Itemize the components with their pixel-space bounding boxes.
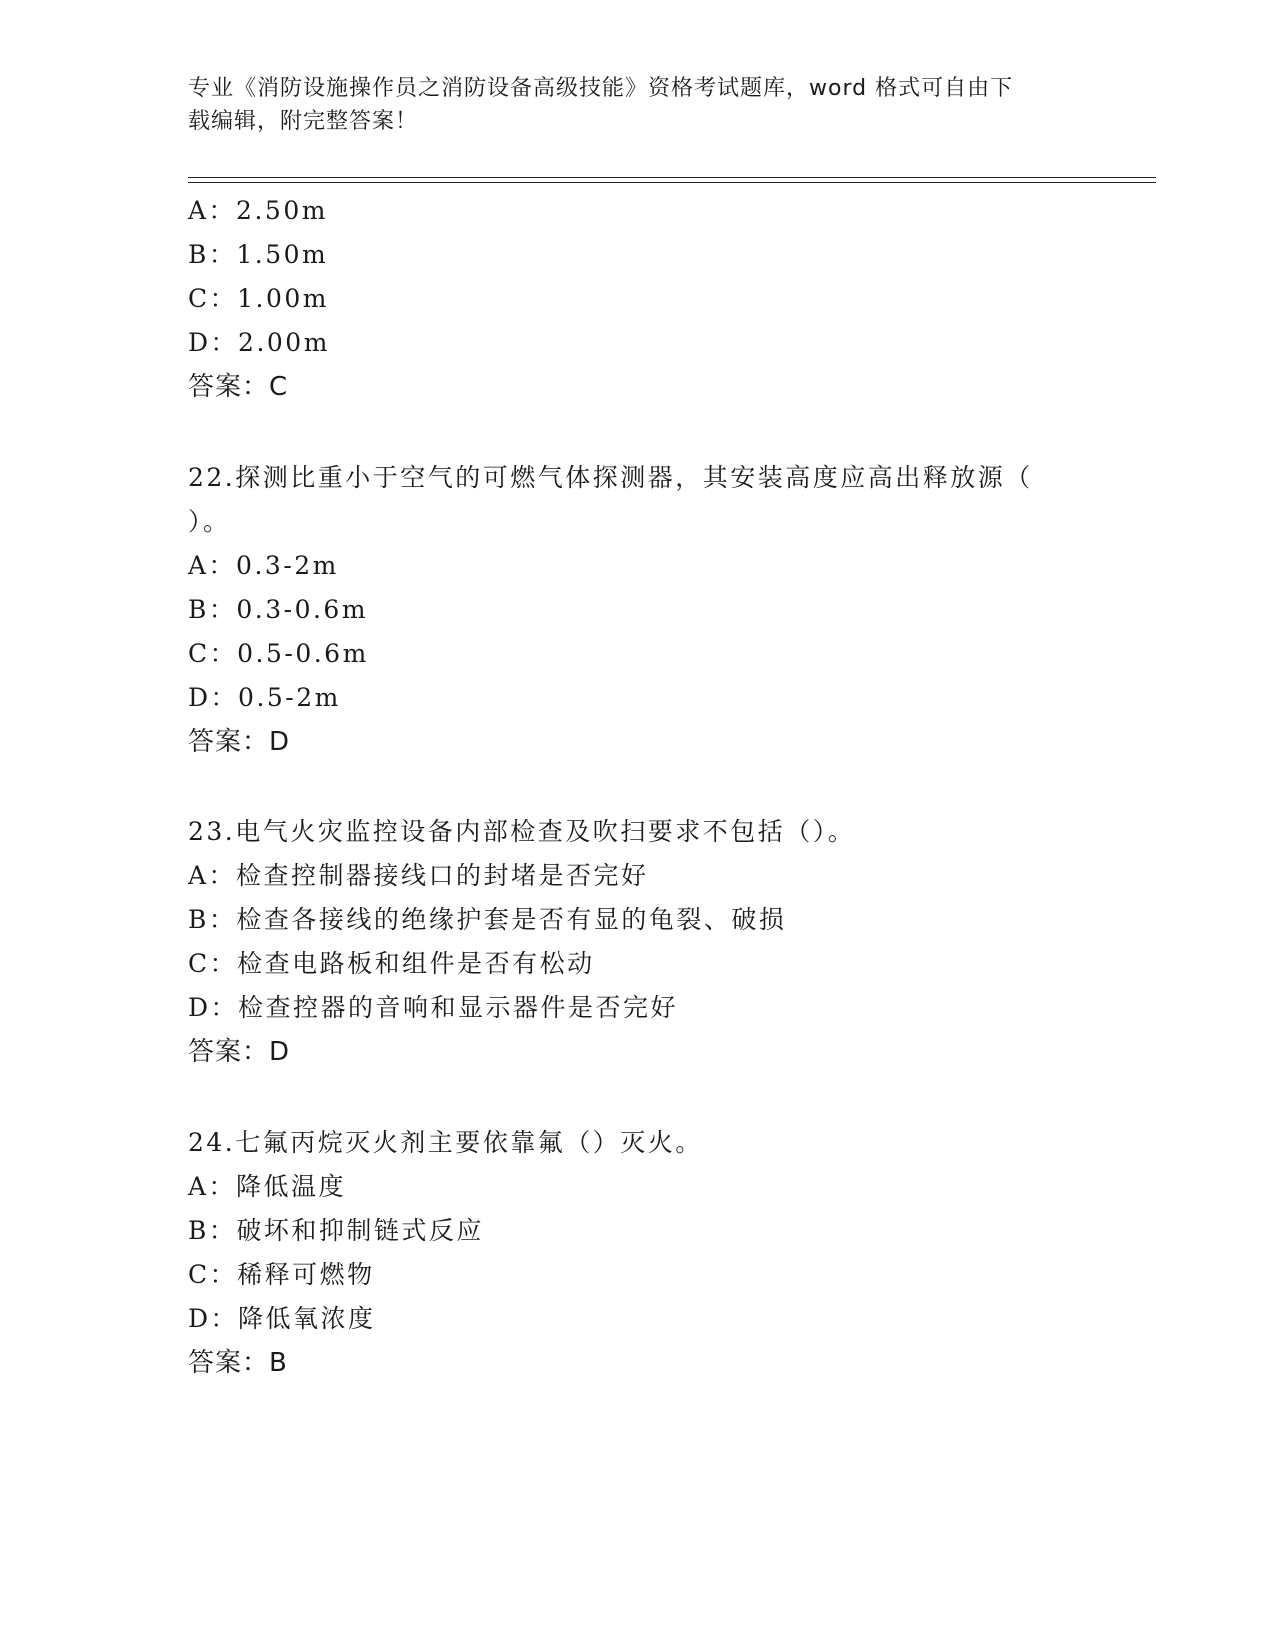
q24-option-b: B：破坏和抑制链式反应 — [188, 1216, 484, 1245]
header-divider-top — [188, 177, 1156, 178]
q22-stem-line-2: ）。 — [188, 507, 231, 536]
q23-answer: 答案：D — [188, 1037, 291, 1067]
q22-answer: 答案：D — [188, 727, 291, 757]
prev-option-c: C：1.00m — [188, 284, 329, 313]
q24-option-d: D：降低氧浓度 — [188, 1304, 376, 1333]
q22-stem-line-1: 22.探测比重小于空气的可燃气体探测器，其安装高度应高出释放源（ — [188, 463, 1033, 492]
q23-option-d: D：检查控器的音响和显示器件是否完好 — [188, 993, 679, 1022]
prev-answer: 答案：C — [188, 372, 289, 402]
q24-answer: 答案：B — [188, 1348, 288, 1378]
document-header — [188, 72, 1088, 138]
q23-option-c: C：检查电路板和组件是否有松动 — [188, 949, 595, 978]
prev-option-a: A：2.50m — [188, 196, 328, 225]
q22-option-d: D：0.5-2m — [188, 683, 341, 712]
q23-option-b: B：检查各接线的绝缘护套是否有显的龟裂、破损 — [188, 905, 787, 934]
q23-option-a: A：检查控制器接线口的封堵是否完好 — [188, 861, 649, 890]
q24-option-a: A：降低温度 — [188, 1172, 347, 1201]
prev-option-d: D：2.00m — [188, 328, 330, 357]
q22-option-a: A：0.3-2m — [188, 551, 339, 580]
q23-stem-line-1: 23.电气火灾监控设备内部检查及吹扫要求不包括（）。 — [188, 817, 856, 846]
q24-stem-line-1: 24.七氟丙烷灭火剂主要依靠氟（）灭火。 — [188, 1128, 703, 1157]
q22-option-c: C：0.5-0.6m — [188, 639, 369, 668]
q24-option-c: C：稀释可燃物 — [188, 1260, 375, 1289]
q22-option-b: B：0.3-0.6m — [188, 595, 369, 624]
prev-option-b: B：1.50m — [188, 240, 329, 269]
header-line-1: 专业《消防设施操作员之消防设备高级技能》资格考试题库，word 格式可自由下 — [188, 76, 1014, 101]
header-line-2: 载编辑，附完整答案！ — [188, 109, 419, 134]
header-divider-bottom — [188, 182, 1156, 183]
